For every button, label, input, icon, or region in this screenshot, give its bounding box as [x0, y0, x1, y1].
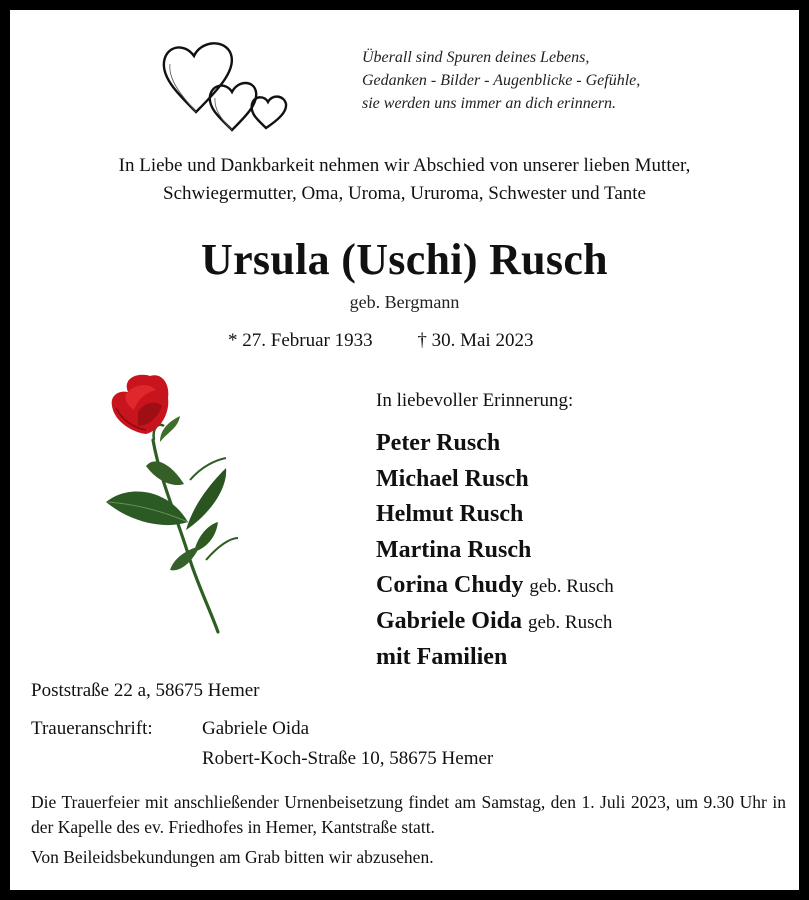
obituary-notice [10, 10, 799, 890]
trauer-address-name: Gabriele Oida [202, 718, 310, 739]
intro-line-1: In Liebe und Dankbarkeit nehmen wir Abschied von unserer lieben Mutter, [118, 155, 691, 176]
deceased-name: Ursula (Uschi) Rusch [201, 235, 608, 284]
mourner-birth-name: geb. Rusch [528, 611, 613, 633]
mourner-name: Michael Rusch [376, 465, 529, 492]
mourner-row [376, 462, 614, 498]
mourner-name: Corina Chudy [376, 572, 524, 599]
condolence-text: Von Beileidsbekundungen am Grab bitten wir abzusehen. [31, 847, 434, 867]
mourner-name: Martina Rusch [376, 536, 532, 563]
intro-line-2: Schwiegermutter, Oma, Uroma, Ururoma, Schwester und Tante [163, 183, 646, 204]
intro-text [10, 152, 799, 208]
mourner-birth-name: geb. Rusch [529, 576, 614, 598]
ceremony-text: Die Trauerfeier mit anschließender Urnenbeisetzung findet am Samstag, den 1. Juli 2023, um 9.30 Uhr in der Kapelle des ev. Friedhofes in Hemer, Kantstraße statt. [31, 792, 786, 837]
mourner-row [376, 604, 614, 640]
poem-line-2: Gedanken - Bilder - Augenblicke - Gefühle, [362, 72, 641, 89]
hearts-icon [160, 34, 295, 134]
death-date: † 30. Mai 2023 [417, 330, 534, 351]
poem [362, 46, 640, 115]
mourner-list [376, 426, 614, 675]
trauer-address-street: Robert-Koch-Straße 10, 58675 Hemer [202, 748, 494, 769]
mourner-name: mit Familien [376, 643, 508, 670]
mourner-name: Gabriele Oida [376, 607, 522, 634]
mourner-row [376, 426, 614, 462]
mourner-name: Peter Rusch [376, 430, 501, 456]
birth-date: * 27. Februar 1933 [228, 330, 373, 351]
home-address: Poststraße 22 a, 58675 Hemer [31, 680, 260, 701]
life-dates [228, 330, 533, 352]
mourner-row [376, 533, 614, 569]
mourner-row [376, 568, 614, 604]
mourner-row [376, 497, 614, 533]
mourner-name: Helmut Rusch [376, 501, 524, 528]
birth-name: geb. Bergmann [349, 292, 460, 312]
trauer-address-label: Traueranschrift: [31, 718, 153, 739]
mourners-heading: In liebevoller Erinnerung: [376, 390, 574, 411]
mourner-row [376, 640, 614, 676]
poem-line-3: sie werden uns immer an dich erinnern. [362, 95, 617, 112]
poem-line-1: Überall sind Spuren deines Lebens, [362, 49, 590, 66]
rose-icon [98, 370, 238, 635]
